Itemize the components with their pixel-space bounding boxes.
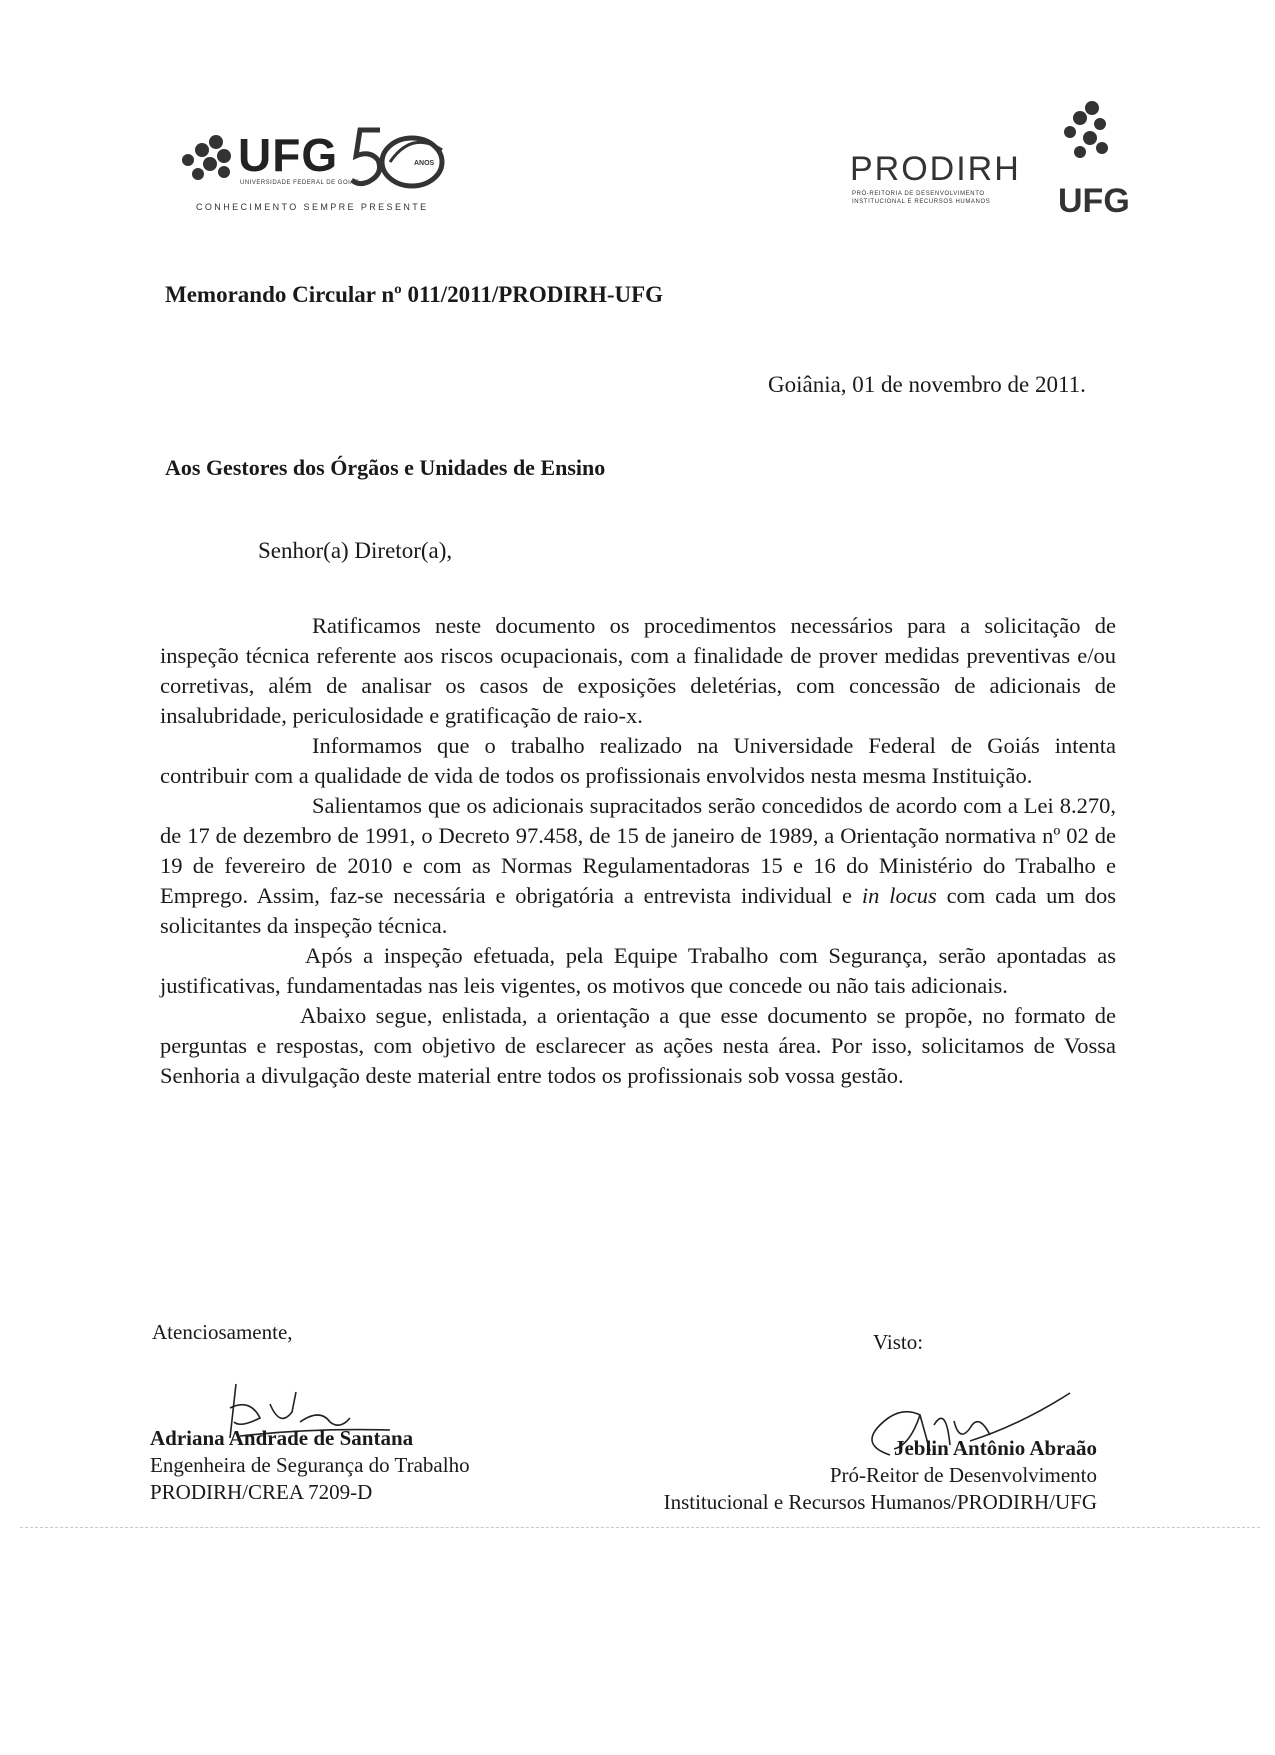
body-paragraph-3-emphasis: in locus: [861, 883, 937, 908]
body-paragraph-3-b: com cada um dos solicitantes da inspeção técnica.: [160, 883, 1117, 938]
body-paragraph-1: Ratificamos neste documento os procedimentos necessários para a solicitação de inspeção técnica referente aos riscos ocupacionais, com a finalidade de prover medidas preventivas e/ou corretivas, além de analisar os casos de exposições deletérias, com concessão de adicionais de insalubridade, periculosidade e gratificação de raio-x.: [160, 613, 1116, 728]
body-paragraph-3-a: Salientamos que os adicionais supracitados serão concedidos de acordo com a Lei 8.270, de 17 de dezembro de 1991, o Decreto 97.458, de 15 de janeiro de 1989, a Orientação normativa nº 02 de 19 de fevereiro de 2010 e com as Normas Regulamentadoras 15 e 16 do Ministério do Trabalho e Emprego. Assim, faz-se necessária e obrigatória a entrevista individual e: [160, 793, 1116, 908]
logo-prodirh-sub2: INSTITUCIONAL E RECURSOS HUMANOS: [852, 199, 991, 205]
logo-prodirh-ufg: UFG: [1058, 182, 1130, 220]
prodirh-logo: [850, 100, 1130, 220]
signature-left-org: PRODIRH/CREA 7209-D: [150, 1480, 373, 1504]
visto-label: Visto:: [873, 1330, 924, 1354]
body-paragraph-4: Após a inspeção efetuada, pela Equipe Trabalho com Segurança, serão apontadas as justificativas, fundamentadas nas leis vigentes, os motivos que concede ou não tais adicionais.: [160, 943, 1116, 998]
body-paragraph-5: Abaixo segue, enlistada, a orientação a que esse documento se propõe, no formato de perguntas e respostas, com objetivo de esclarecer as ações nesta área. Por isso, solicitamos de Vossa Senhoria a divulgação deste material entre todos os profissionais sob vossa gestão.: [160, 1003, 1116, 1088]
signature-left-name: Adriana Andrade de Santana: [150, 1426, 414, 1450]
logo-prodirh-text: PRODIRH: [850, 150, 1021, 188]
logo-ufg-text: UFG: [238, 129, 339, 181]
fifty-years-icon: [350, 120, 450, 200]
signature-left-block: [150, 1425, 470, 1506]
signature-right-org: Institucional e Recursos Humanos/PRODIRH/UFG: [663, 1490, 1097, 1514]
body-paragraph-2: Informamos que o trabalho realizado na Universidade Federal de Goiás intenta contribuir com a qualidade de vida de todos os profissionais envolvidos nesta mesma Instituição.: [160, 733, 1116, 788]
signature-right-role: Pró-Reitor de Desenvolvimento: [829, 1463, 1097, 1487]
memo-title: Memorando Circular nº 011/2011/PRODIRH-UFG: [165, 282, 664, 307]
signature-left-role: Engenheira de Segurança do Trabalho: [150, 1453, 470, 1477]
memo-body: [160, 611, 1116, 1091]
signature-right-name: Jeblin Antônio Abraão: [893, 1436, 1097, 1460]
logo-university-name: UNIVERSIDADE FEDERAL DE GOIÁS: [240, 180, 360, 186]
memo-recipient: Aos Gestores dos Órgãos e Unidades de Ensino: [165, 455, 606, 480]
logo-prodirh-sub1: PRÓ-REITORIA DE DESENVOLVIMENTO: [852, 191, 985, 197]
memo-date: Goiânia, 01 de novembro de 2011.: [768, 372, 1086, 397]
logo-tagline: CONHECIMENTO SEMPRE PRESENTE: [196, 202, 429, 212]
closing-text: Atenciosamente,: [152, 1320, 293, 1344]
prodirh-hexagon-icon: [1062, 100, 1112, 180]
body-paragraph-3: [160, 791, 1116, 941]
ufg-50-logo: [178, 120, 448, 220]
hexagon-cluster-icon: [178, 134, 238, 184]
logo-anos-badge: ANOS: [414, 160, 435, 167]
signature-right-block: [664, 1435, 1097, 1516]
scan-dotted-line: [20, 1527, 1260, 1530]
memo-salutation: Senhor(a) Diretor(a),: [258, 538, 453, 563]
